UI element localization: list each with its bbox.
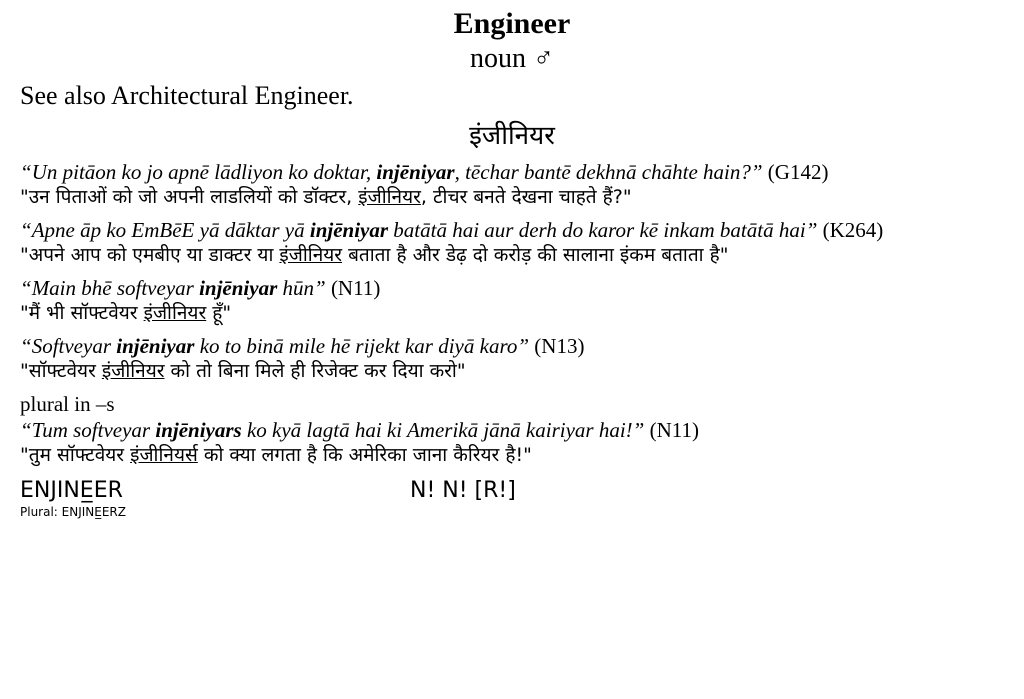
part-of-speech: noun ♂ xyxy=(470,43,554,74)
plural-note: plural in –s xyxy=(20,392,115,416)
transliteration: “Un pitāon ko jo apnē lādliyon ko doktar, injēniyar, tēchar bantē dekhnā chāhte hain?” (G142) xyxy=(20,160,829,184)
example-2 xyxy=(20,218,1004,268)
source-ref: (G142) xyxy=(767,160,829,184)
transliteration: “Softveyar injēniyar ko to binā mile hē rijekt kar diyā karo” (N13) xyxy=(20,334,585,358)
source-ref: (N11) xyxy=(330,276,381,300)
source-ref: (N13) xyxy=(534,334,585,358)
devanagari-text: "अपने आप को एमबीए या डाक्टर या इंजीनियर बताता है और डेढ़ दो करोड़ की सालाना इंकम बताता है" xyxy=(20,244,729,266)
pronunciation-respelling: ENJINE̲ER xyxy=(20,478,123,503)
stress-marks: N! N! [R!] xyxy=(410,478,516,503)
transliteration: “Apne āp ko EmBēE yā dāktar yā injēniyar batātā hai aur derh do karor kē inkam batātā hai” (K264) xyxy=(20,218,884,242)
keyword: injēniyar xyxy=(376,160,455,184)
devanagari-text: "सॉफ्टवेयर इंजीनियर को तो बिना मिले ही रिजेक्ट कर दिया करो" xyxy=(20,360,466,382)
example-3 xyxy=(20,276,1004,326)
hindi-headword: इंजीनियर xyxy=(469,121,555,151)
see-also: See also Architectural Engineer. xyxy=(20,81,354,110)
keyword: injēniyar xyxy=(199,276,278,300)
transliteration: “Tum softveyar injēniyars ko kyā lagtā hai ki Amerikā jānā kairiyar hai!” (N11) xyxy=(20,418,699,442)
pronunciation-block xyxy=(20,478,1004,519)
example-4 xyxy=(20,334,1004,384)
keyword: injēniyars xyxy=(155,418,242,442)
keyword: injēniyar xyxy=(116,334,195,358)
devanagari-text: "उन पिताओं को जो अपनी लाडलियों को डॉक्टर, इंजीनियर, टीचर बनते देखना चाहते हैं?" xyxy=(20,186,632,208)
plural-pronunciation: Plural: ENJINE̲ERZ xyxy=(20,505,126,519)
keyword: injēniyar xyxy=(309,218,389,242)
headword: Engineer xyxy=(453,7,571,40)
source-ref: (K264) xyxy=(822,218,884,242)
devanagari-text: "मैं भी सॉफ्टवेयर इंजीनियर हूँ" xyxy=(20,302,232,324)
plural-example xyxy=(20,418,1004,468)
example-1 xyxy=(20,160,1004,210)
source-ref: (N11) xyxy=(649,418,699,442)
examples-list xyxy=(20,160,1004,468)
transliteration: “Main bhē softveyar injēniyar hūn” (N11) xyxy=(20,276,381,300)
devanagari-text: "तुम सॉफ्टवेयर इंजीनियर्स को क्या लगता है कि अमेरिका जाना कैरियर है!" xyxy=(20,444,532,466)
